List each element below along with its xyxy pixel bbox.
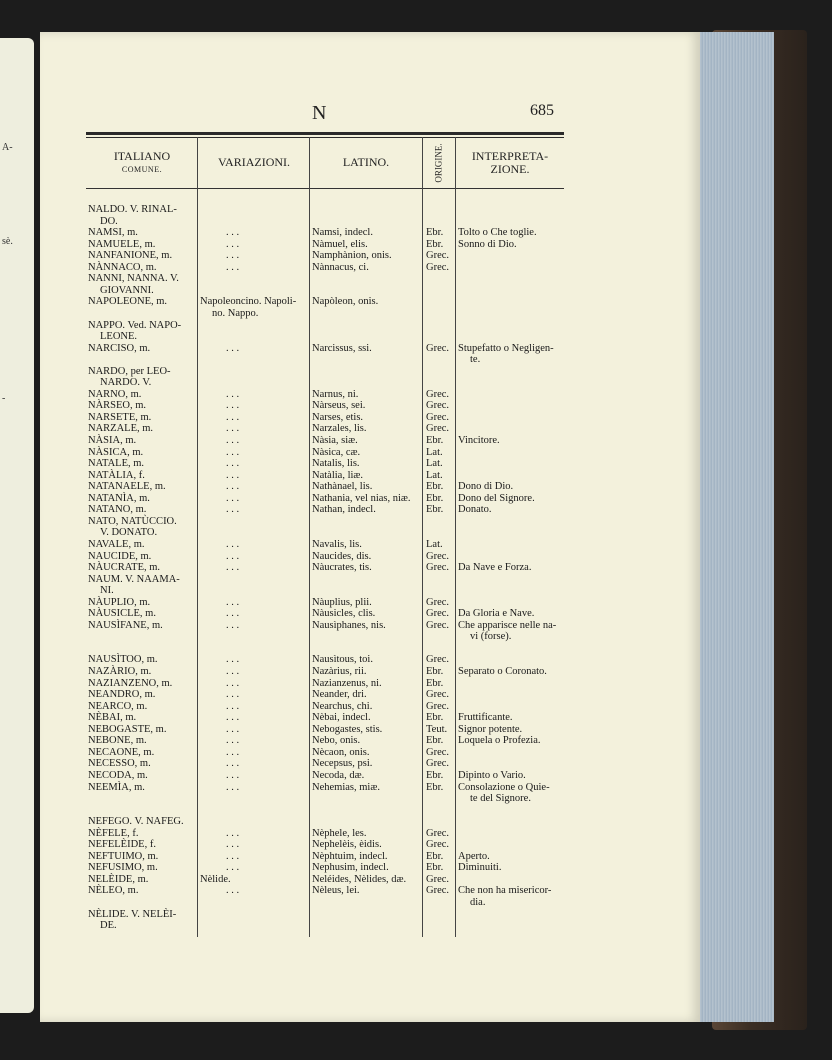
entry-italiano: NAPPO. Ved. NAPO- <box>88 319 182 331</box>
entry-latino: Nazianzenus, ni. <box>312 677 382 689</box>
entry-italiano: NALDO. V. RINAL- <box>88 204 177 215</box>
prev-page-fragment: - <box>2 393 6 404</box>
entry-origine: Grec. <box>426 250 450 262</box>
entry-latino: Nànnacus, ci. <box>312 261 369 273</box>
entry-interpretazione: Sonno di Dio. <box>458 238 517 250</box>
entry-variazioni-dots: . . . <box>226 250 240 262</box>
entry-latino: Nàsica, cæ. <box>312 446 361 458</box>
entry-variazioni-dots: . . . <box>226 723 240 735</box>
entry-variazioni-dots: . . . <box>226 562 240 574</box>
entry-italiano: V. DONATO. <box>100 527 158 539</box>
entry-origine: Ebr. <box>426 677 444 689</box>
entry-origine: Grec. <box>426 608 450 620</box>
column-header-rule <box>86 188 564 189</box>
entry-latino: Nausìphanes, nis. <box>312 619 386 631</box>
entry-latino: Nàuplius, plii. <box>312 596 372 608</box>
entry-interpretazione: Signor potente. <box>458 723 523 735</box>
entry-interpretazione: Da Nave e Forza. <box>458 562 532 574</box>
entry-italiano: NÀSIA, m. <box>88 435 137 446</box>
entry-latino: Nàmuel, elis. <box>312 238 368 250</box>
entry-italiano: NELÈIDE, m. <box>88 873 149 885</box>
entry-italiano: NAZIANZENO, m. <box>88 677 173 689</box>
entry-interpretazione: Stupefatto o Negligen- <box>458 342 554 354</box>
entry-origine: Grec. <box>426 654 450 666</box>
entry-latino: Narzales, lis. <box>312 423 367 435</box>
col-header-origine <box>424 140 454 186</box>
section-letter: N <box>312 102 327 124</box>
entry-origine: Grec. <box>426 746 450 758</box>
entry-latino: Nàusicles, clis. <box>312 608 376 620</box>
header-rule-thin <box>86 137 564 138</box>
entry-latino: Nathànael, lis. <box>312 481 373 493</box>
entry-variazioni: Napoleoncino. Napoli- <box>200 296 297 308</box>
entry-italiano: NATALE, m. <box>88 458 145 470</box>
entry-origine: Ebr. <box>426 666 444 677</box>
entry-latino: Namsi, indecl. <box>312 227 373 239</box>
page-edges <box>698 32 774 1022</box>
entry-latino: Narses, etis. <box>312 411 364 423</box>
entry-variazioni-dots: . . . <box>226 342 240 354</box>
entry-interpretazione: Donato. <box>458 504 492 516</box>
entry-italiano: NAZÀRIO, m. <box>88 666 152 677</box>
entry-latino: Namphànion, onis. <box>312 250 392 262</box>
entry-italiano: NÈLIDE. V. NELÈI- <box>88 908 177 920</box>
entry-variazioni-dots: . . . <box>226 481 240 493</box>
entry-italiano: NAMSI, m. <box>88 227 138 239</box>
entry-latino: Nebogastes, stis. <box>312 723 383 735</box>
entry-interpretazione: Consolazione o Quie- <box>458 781 550 793</box>
entry-origine: Ebr. <box>426 769 444 781</box>
entry-italiano: NARCISO, m. <box>88 342 151 354</box>
entry-italiano: NARNO, m. <box>88 388 142 400</box>
entry-variazioni-dots: . . . <box>226 596 240 608</box>
entry-interpretazione: Da Gloria e Nave. <box>458 608 535 620</box>
entry-italiano: NANNI, NANNA. V. <box>88 273 179 285</box>
entry-origine: Ebr. <box>426 862 444 874</box>
entry-origine: Grec. <box>426 758 450 770</box>
entry-origine: Ebr. <box>426 712 444 724</box>
entry-latino: Neander, dri. <box>312 689 367 701</box>
entry-italiano: NÈLEO, m. <box>88 885 139 897</box>
prev-page-fragment: A- <box>2 142 13 153</box>
col-header-italiano <box>88 150 196 176</box>
entry-variazioni-dots: . . . <box>226 850 240 862</box>
entry-latino: Natàlia, liæ. <box>312 469 364 481</box>
prev-page-fragment: sè. <box>2 236 13 247</box>
entry-latino: Nèphele, les. <box>312 827 367 839</box>
entry-origine: Grec. <box>426 596 450 608</box>
entry-italiano: NEFUSIMO, m. <box>88 862 158 874</box>
entry-origine: Lat. <box>426 469 443 481</box>
entry-origine: Grec. <box>426 550 450 562</box>
col-header-interpretazione <box>457 150 563 176</box>
entry-origine: Grec. <box>426 885 450 897</box>
entry-italiano: NATANO, m. <box>88 504 147 516</box>
entry-italiano: NEANDRO, m. <box>88 689 156 701</box>
entry-latino: Narnus, ni. <box>312 388 359 400</box>
column-divider <box>422 137 423 937</box>
entry-italiano: NAVALE, m. <box>88 538 145 550</box>
entry-origine: Grec. <box>426 400 450 412</box>
entry-italiano: NI. <box>100 585 114 597</box>
entry-variazioni-dots: . . . <box>226 400 240 412</box>
entry-interpretazione: Dono del Signore. <box>458 492 535 504</box>
entry-latino: Naucides, dis. <box>312 550 372 562</box>
entry-origine: Lat. <box>426 446 443 458</box>
entry-origine: Grec. <box>426 689 450 701</box>
entry-origine: Grec. <box>426 619 450 631</box>
entry-variazioni-dots: . . . <box>226 238 240 250</box>
entry-italiano: NEBONE, m. <box>88 735 147 747</box>
entry-interpretazione: dia. <box>470 897 486 908</box>
entry-variazioni-dots: . . . <box>226 781 240 793</box>
entry-variazioni-dots: . . . <box>226 712 240 724</box>
page-number: 685 <box>530 102 554 119</box>
entry-variazioni-dots: . . . <box>226 862 240 874</box>
entry-origine: Ebr. <box>426 850 444 862</box>
entry-latino: Narcissus, ssi. <box>312 342 372 354</box>
entry-origine: Grec. <box>426 827 450 839</box>
entry-variazioni-dots: . . . <box>226 677 240 689</box>
entry-origine: Grec. <box>426 839 450 851</box>
entry-latino: Necepsus, psi. <box>312 758 373 770</box>
entry-variazioni-dots: . . . <box>226 839 240 851</box>
entry-italiano: NÀUSICLE, m. <box>88 608 156 620</box>
col-header-comune-label: COMUNE. <box>121 165 163 174</box>
entry-italiano: NECESSO, m. <box>88 758 151 770</box>
entry-origine: Lat. <box>426 458 443 470</box>
entry-variazioni-dots: . . . <box>226 608 240 620</box>
col-header-variazioni: VARIAZIONI. <box>217 155 291 169</box>
entry-italiano: LEONE. <box>100 331 138 343</box>
entry-italiano: NÈBAI, m. <box>88 712 137 724</box>
entry-interpretazione: Vincitore. <box>458 435 500 446</box>
entry-origine: Grec. <box>426 423 450 435</box>
entry-latino: Navalis, lis. <box>312 538 362 550</box>
entry-italiano: NÀUPLIO, m. <box>88 596 151 608</box>
previous-page-edge <box>0 38 34 1013</box>
col-header-latino: LATINO. <box>342 155 390 169</box>
entry-italiano: NÀUCRATE, m. <box>88 562 161 574</box>
entry-italiano: NEFELÈIDE, f. <box>88 839 156 851</box>
entry-interpretazione: Separato o Coronato. <box>458 666 547 677</box>
entry-interpretazione: Dipinto o Vario. <box>458 769 526 781</box>
entry-italiano: NARDO. V. <box>100 377 152 389</box>
entry-variazioni-dots: . . . <box>226 411 240 423</box>
entry-interpretazione: Che non ha misericor- <box>458 885 552 897</box>
entry-italiano: NATANAELE, m. <box>88 481 166 493</box>
entry-italiano: NATÀLIA, f. <box>88 469 145 481</box>
entry-origine: Ebr. <box>426 227 444 239</box>
entry-italiano: NECAONE, m. <box>88 746 155 758</box>
entry-interpretazione: Tolto o Che toglie. <box>458 227 537 239</box>
entry-latino: Nebo, onis. <box>312 735 361 747</box>
entry-latino: Nàrseus, sei. <box>312 400 366 412</box>
entry-latino: Nàsia, siæ. <box>312 435 358 446</box>
entry-interpretazione: vi (forse). <box>470 631 512 643</box>
entry-latino: Necoda, dæ. <box>312 769 365 781</box>
entry-variazioni-dots: . . . <box>226 469 240 481</box>
entry-latino: Nathania, vel nias, niæ. <box>312 492 411 504</box>
entry-latino: Nausìtous, toi. <box>312 654 373 666</box>
entry-variazioni-dots: . . . <box>226 538 240 550</box>
entry-italiano: NÀRSEO, m. <box>88 400 147 412</box>
entry-latino: Nèphtuim, indecl. <box>312 850 388 862</box>
column-divider <box>197 137 198 937</box>
entry-variazioni-dots: . . . <box>226 769 240 781</box>
entry-variazioni-dots: . . . <box>226 700 240 712</box>
entry-italiano: NANFANIONE, m. <box>88 250 173 262</box>
entry-latino: Nathan, indecl. <box>312 504 376 516</box>
entry-origine: Ebr. <box>426 781 444 793</box>
entry-origine: Grec. <box>426 411 450 423</box>
entry-interpretazione: Loquela o Profezia. <box>458 735 541 747</box>
entry-variazioni-dots: . . . <box>226 885 240 897</box>
entry-italiano: NEEMÌA, m. <box>88 781 145 793</box>
entry-italiano: NEFEGO. V. NAFEG. <box>88 816 184 828</box>
entry-variazioni-dots: . . . <box>226 458 240 470</box>
entry-origine: Ebr. <box>426 735 444 747</box>
entry-interpretazione: Che apparisce nelle na- <box>458 619 557 631</box>
entry-origine: Ebr. <box>426 504 444 516</box>
entry-origine: Grec. <box>426 873 450 885</box>
entry-italiano: NAMUELE, m. <box>88 238 156 250</box>
entry-variazioni-dots: . . . <box>226 654 240 666</box>
entry-italiano: NATANÌA, m. <box>88 492 150 504</box>
entry-origine: Ebr. <box>426 492 444 504</box>
entry-italiano: DE. <box>100 920 117 932</box>
entry-italiano: NATO, NATÙCCIO. <box>88 515 177 527</box>
entry-latino: Nèleus, lei. <box>312 885 360 897</box>
entry-interpretazione: Aperto. <box>458 850 490 862</box>
entry-latino: Nephelèis, èidis. <box>312 839 382 851</box>
entry-variazioni-dots: . . . <box>226 423 240 435</box>
entry-variazioni-dots: . . . <box>226 492 240 504</box>
entry-variazioni-dots: . . . <box>226 261 240 273</box>
entry-italiano: NAUSÌTOO, m. <box>88 654 158 666</box>
entry-italiano: NAUSÌFANE, m. <box>88 619 163 631</box>
entry-variazioni-dots: . . . <box>226 504 240 516</box>
entry-variazioni: Nèlide. <box>200 873 231 885</box>
entry-latino: Natalis, lis. <box>312 458 360 470</box>
entry-latino: Nephusim, indecl. <box>312 862 389 874</box>
entry-variazioni-dots: . . . <box>226 227 240 239</box>
entry-latino: Nèbai, indecl. <box>312 712 371 724</box>
entry-origine: Grec. <box>426 700 450 712</box>
entry-latino: Nazàrius, rii. <box>312 666 367 677</box>
entry-variazioni-dots: . . . <box>226 446 240 458</box>
entry-variazioni-dots: . . . <box>226 550 240 562</box>
entry-variazioni-dots: . . . <box>226 435 240 446</box>
entry-origine: Ebr. <box>426 481 444 493</box>
entry-origine: Grec. <box>426 562 450 574</box>
entry-variazioni-dots: . . . <box>226 388 240 400</box>
entry-latino: Nàucrates, tis. <box>312 562 372 574</box>
entry-interpretazione: Fruttificante. <box>458 712 513 724</box>
col-header-italiano-label: ITALIANO <box>113 149 171 163</box>
entry-origine: Grec. <box>426 261 450 273</box>
header-rule <box>86 132 564 135</box>
entry-italiano: NÀSICA, m. <box>88 446 144 458</box>
entry-variazioni-dots: . . . <box>226 666 240 677</box>
entry-interpretazione: te del Signore. <box>470 793 531 805</box>
col-header-interpretazione-line1: INTERPRETA- <box>471 149 549 163</box>
entry-latino: Nehemias, miæ. <box>312 781 380 793</box>
entry-italiano: NARSETE, m. <box>88 411 152 423</box>
entry-origine: Grec. <box>426 388 450 400</box>
entry-origine: Grec. <box>426 342 450 354</box>
entry-variazioni-dots: . . . <box>226 758 240 770</box>
entry-italiano: NAPOLEONE, m. <box>88 296 168 308</box>
entry-variazioni-dots: . . . <box>226 619 240 631</box>
entry-variazioni-dots: . . . <box>226 827 240 839</box>
entry-italiano: NECODA, m. <box>88 769 148 781</box>
entry-origine: Ebr. <box>426 238 444 250</box>
entry-italiano: NAUM. V. NAAMA- <box>88 573 180 585</box>
entry-latino: Neléides, Nèlides, dæ. <box>312 873 407 885</box>
entry-variazioni-dots: . . . <box>226 689 240 701</box>
entry-interpretazione: Dono di Dio. <box>458 481 514 493</box>
entry-italiano: NARZALE, m. <box>88 423 154 435</box>
col-header-interpretazione-line2: ZIONE. <box>490 162 530 176</box>
entry-latino: Nècaon, onis. <box>312 746 370 758</box>
entry-italiano: NAUCIDE, m. <box>88 550 152 562</box>
entry-origine: Teut. <box>426 723 448 735</box>
entry-italiano: NEFTUIMO, m. <box>88 850 159 862</box>
entry-interpretazione: Diminuiti. <box>458 862 502 874</box>
entry-variazioni-dots: . . . <box>226 735 240 747</box>
entry-italiano: DO. <box>100 215 118 227</box>
column-divider <box>309 137 310 937</box>
entry-origine: Ebr. <box>426 435 444 446</box>
column-divider <box>455 137 456 937</box>
entry-variazioni-dots: . . . <box>226 746 240 758</box>
entry-latino: Nearchus, chi. <box>312 700 373 712</box>
entry-italiano: NÀNNACO, m. <box>88 261 157 273</box>
entry-interpretazione: te. <box>470 354 481 366</box>
entry-origine: Lat. <box>426 538 443 550</box>
entry-italiano: NEARCO, m. <box>88 700 148 712</box>
entry-italiano: NEBOGASTE, m. <box>88 723 167 735</box>
entry-italiano: NÈFELE, f. <box>88 827 139 839</box>
col-header-origine-label: ORIGINE. <box>434 143 444 183</box>
entry-latino: Napòleon, onis. <box>312 296 379 308</box>
entry-italiano: GIOVANNI. <box>100 284 154 296</box>
entry-italiano: NARDO, per LEO- <box>88 365 171 377</box>
entry-variazioni: no. Nappo. <box>212 307 259 319</box>
